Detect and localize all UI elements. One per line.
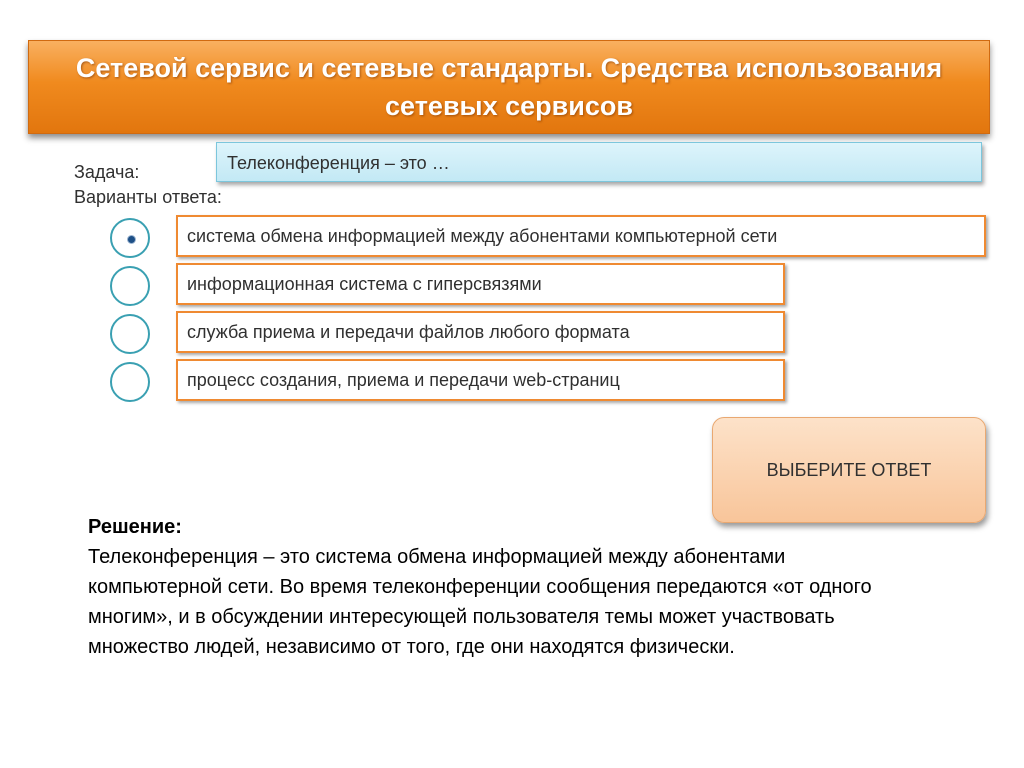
- submit-answer-button[interactable]: ВЫБЕРИТЕ ОТВЕТ: [712, 417, 986, 523]
- question-box: Телеконференция – это …: [216, 142, 982, 182]
- option-1[interactable]: система обмена информацией между абонентами компьютерной сети: [176, 215, 986, 257]
- radio-selected-dot-icon: [127, 235, 136, 244]
- solution-text: Телеконференция – это система обмена информацией между абонентами компьютерной сети. Во время телеконференции сообщения передаются «от одного многим», и в обсуждении интересующей пользователя темы может участвовать множество людей, независимо от того, где они находятся физически.: [88, 546, 872, 658]
- page-title: Сетевой сервис и сетевые стандарты. Средства использования сетевых сервисов: [75, 53, 943, 121]
- title-banner: [28, 40, 990, 134]
- radio-option-3[interactable]: [110, 314, 150, 354]
- option-2[interactable]: информационная система с гиперсвязями: [176, 263, 785, 305]
- option-3[interactable]: служба приема и передачи файлов любого формата: [176, 311, 785, 353]
- answers-label: Варианты ответа:: [74, 187, 222, 207]
- radio-option-1[interactable]: [110, 218, 150, 258]
- task-label: Задача:: [74, 162, 140, 182]
- solution-block: [88, 512, 908, 662]
- radio-option-4[interactable]: [110, 362, 150, 402]
- solution-heading: Решение:: [88, 516, 182, 538]
- option-4[interactable]: процесс создания, приема и передачи web-страниц: [176, 359, 785, 401]
- radio-option-2[interactable]: [110, 266, 150, 306]
